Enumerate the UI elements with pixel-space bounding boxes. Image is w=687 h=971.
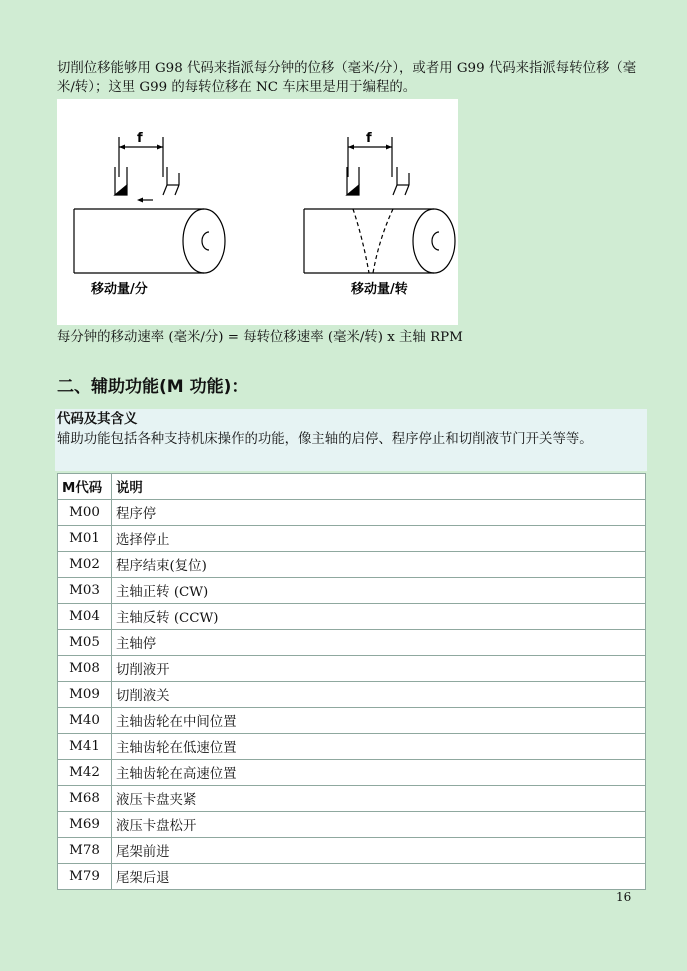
description-cell: 液压卡盘夹紧 <box>112 786 646 812</box>
table-row <box>58 604 646 630</box>
description-cell: 液压卡盘松开 <box>112 812 646 838</box>
code-box-title: 代码及其含义 <box>57 412 138 427</box>
m-code-cell: M01 <box>58 526 112 552</box>
code-box-description: 辅助功能包括各种支持机床操作的功能，像主轴的启停、程序停止和切削液节门开关等等。 <box>57 432 593 447</box>
description-cell: 主轴正转 (CW) <box>112 578 646 604</box>
right-f-label: f <box>366 131 372 146</box>
feed-per-revolution-illustration <box>304 137 455 273</box>
table-row <box>58 630 646 656</box>
m-code-cell: M02 <box>58 552 112 578</box>
table-row <box>58 682 646 708</box>
description-cell: 切削液开 <box>112 656 646 682</box>
description-cell: 程序结束(复位) <box>112 552 646 578</box>
table-row <box>58 500 646 526</box>
description-cell: 尾架后退 <box>112 864 646 890</box>
table-row <box>58 734 646 760</box>
m-code-cell: M04 <box>58 604 112 630</box>
table-row <box>58 656 646 682</box>
left-caption: 移动量/分 <box>91 282 148 297</box>
formula-text: 每分钟的移动速率 (毫米/分) = 每转位移速率 (毫米/转) x 主轴 RPM <box>57 330 463 345</box>
m-code-cell: M69 <box>58 812 112 838</box>
m-code-cell: M42 <box>58 760 112 786</box>
left-f-label: f <box>137 131 143 146</box>
description-cell: 主轴齿轮在高速位置 <box>112 760 646 786</box>
section-heading: 二、辅助功能(M 功能)： <box>57 377 249 397</box>
feed-diagram <box>57 99 458 325</box>
description-cell: 切削液关 <box>112 682 646 708</box>
page-number: 16 <box>616 890 632 904</box>
table-row <box>58 708 646 734</box>
table-row <box>58 578 646 604</box>
table-row <box>58 786 646 812</box>
table-row <box>58 864 646 890</box>
feed-per-minute-illustration <box>74 137 225 273</box>
table-row <box>58 526 646 552</box>
m-code-table <box>57 473 646 890</box>
description-cell: 主轴停 <box>112 630 646 656</box>
header-m-code: M代码 <box>58 474 112 500</box>
description-cell: 主轴反转 (CCW) <box>112 604 646 630</box>
code-meaning-box <box>55 409 647 471</box>
m-code-cell: M41 <box>58 734 112 760</box>
m-code-cell: M79 <box>58 864 112 890</box>
table-row <box>58 838 646 864</box>
m-code-cell: M09 <box>58 682 112 708</box>
header-description: 说明 <box>112 474 646 500</box>
m-code-cell: M08 <box>58 656 112 682</box>
m-code-cell: M03 <box>58 578 112 604</box>
description-cell: 主轴齿轮在中间位置 <box>112 708 646 734</box>
description-cell: 主轴齿轮在低速位置 <box>112 734 646 760</box>
table-row <box>58 552 646 578</box>
m-code-cell: M00 <box>58 500 112 526</box>
m-code-cell: M05 <box>58 630 112 656</box>
table-row <box>58 812 646 838</box>
intro-paragraph: 切削位移能够用 G98 代码来指派每分钟的位移（毫米/分），或者用 G99 代码来指派每转位移（毫米/转）；这里 G99 的每转位移在 NC 车床里是用于编程的。 <box>57 61 637 95</box>
right-caption: 移动量/转 <box>351 282 408 297</box>
m-code-cell: M78 <box>58 838 112 864</box>
m-code-cell: M40 <box>58 708 112 734</box>
table-row <box>58 760 646 786</box>
description-cell: 尾架前进 <box>112 838 646 864</box>
description-cell: 程序停 <box>112 500 646 526</box>
table-header-row <box>58 474 646 500</box>
description-cell: 选择停止 <box>112 526 646 552</box>
m-code-cell: M68 <box>58 786 112 812</box>
